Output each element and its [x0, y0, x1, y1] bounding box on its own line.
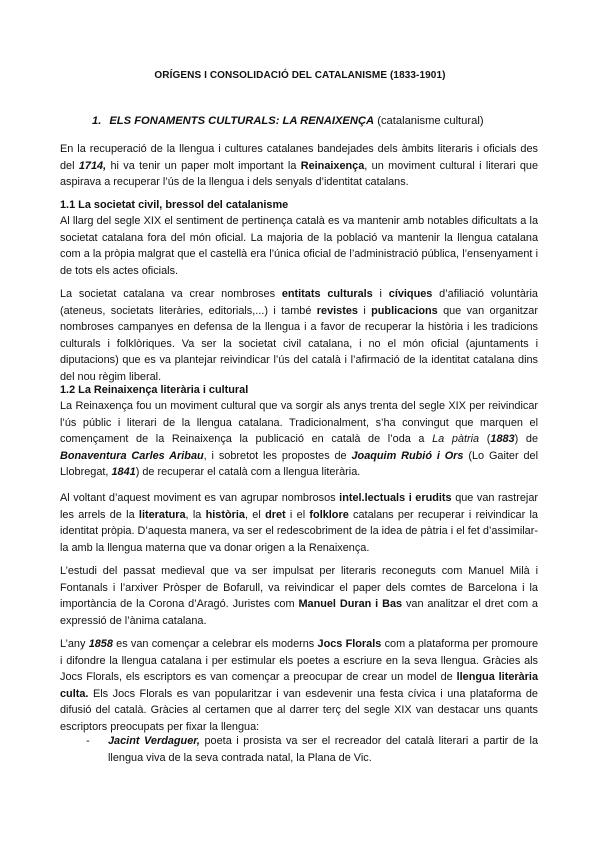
s12-p1-text-g: , i sobretot les propostes de — [203, 449, 352, 462]
subsection-1-2-heading: 1.2 La Reinaixença literària i cultural — [60, 384, 249, 396]
s11-p2-text-g: i — [357, 304, 372, 317]
s12-p2-historia: història — [205, 508, 245, 521]
s12-p4-year-1858: 1858 — [88, 638, 113, 650]
s12-p2-text-c: que van rastrejar les arrels de la — [60, 492, 538, 521]
intro-text-1: En la recuperació de la llengua i cultures catalanes bandejades dels àmbits literaris i oficials des del — [60, 143, 538, 172]
s12-p1-text-k: ) de recuperar el català com a llengua literària. — [135, 466, 361, 479]
s11-p2-bold-civiques: cíviques — [388, 288, 433, 300]
s12-p2-text-i: i el — [285, 508, 310, 521]
s12-p3-duran-bas: Manuel Duran i Bas — [298, 598, 403, 611]
s11-paragraph-2 — [60, 286, 538, 386]
s12-p2-text-e: , la — [185, 508, 206, 521]
s12-p1-text-i: (Lo Gaiter del Llobregat, — [60, 449, 538, 479]
s11-p2-text-c: i — [372, 288, 389, 300]
s12-p1-text-a: La Reinaxença fou un moviment cultural que va sorgir als anys trenta del segle XIX per reivindicar l’ús públic i literari de la llengua catalana. Tradicionalment, s’ha convingut que marquen el començament de la Reinaixença la publicació en català de l’oda a — [60, 400, 538, 446]
intro-paragraph — [60, 141, 538, 191]
bullet-dash: - — [86, 735, 90, 747]
s12-p1-year-1883: 1883 — [490, 433, 515, 446]
s12-p1-text-c: ( — [479, 433, 491, 446]
s12-p1-year-1841: 1841 — [111, 466, 136, 479]
section-number: 1. — [92, 115, 102, 127]
s11-p2-bold-publicacions: publicacions — [371, 304, 438, 317]
intro-year: 1714, — [78, 159, 107, 172]
s12-p3-text-c: van analitzar el dret com a expressió de l’ànima catalana. — [60, 598, 538, 627]
s12-p4-text-g: Els Jocs Florals es van popularitzar i van esdevenir una festa cívica i una plataforma de difusió del català. Gràcies al certamen que al darrer terç del segle XIX van destacar uns quants escriptors preocupats per fixar la llengua: — [60, 687, 538, 733]
s12-p2-folklore: folklore — [309, 508, 349, 521]
intro-text-2: hi va tenir un paper molt important la — [106, 159, 301, 172]
bullet-description: poeta i prosista va ser el recreador del català literari a partir de la llengua viva de la seva contrada natal, la Plana de Vic. — [108, 735, 539, 764]
s12-p4-jocs-florals: Jocs Florals — [317, 638, 382, 650]
s12-p2-intellectuals: intel.lectuals i erudits — [339, 492, 452, 504]
s12-p4-llengua-culta: llengua literària culta. — [60, 671, 538, 700]
bullet-name-verdaguer: Jacint Verdaguer, — [108, 735, 200, 747]
s12-p2-dret: dret — [265, 508, 286, 521]
s12-paragraph-4 — [60, 636, 538, 736]
s12-p3-text-a: L’estudi del passat medieval que va ser impulsat per literaris reconeguts com Manuel Milà i Fontanals i l’arxiver Pròsper de Bofarull, va reivindicar el paper dels comtes de Barcelona i la importància de la Corona d’Aragó. Juristes com — [60, 565, 538, 611]
s11-p2-text-e: d’afiliació voluntària (ateneus, societats literàries, editorials,...) i també — [60, 288, 538, 317]
s11-p2-bold-entitats: entitats culturals — [281, 288, 373, 300]
intro-renaixenca: Reinaixença — [300, 159, 365, 172]
s12-p1-la-patria: La pàtria — [432, 433, 480, 446]
s11-p2-text-a: La societat catalana va crear nombroses — [60, 288, 282, 300]
s12-p4-text-a: L’any — [60, 638, 89, 650]
s12-p2-text-g: , el — [244, 508, 266, 521]
document-title: ORÍGENS I CONSOLIDACIÓ DEL CATALANISME (1833-1901) — [154, 70, 446, 81]
section-1-heading — [92, 115, 484, 127]
subsection-1-1-heading: 1.1 La societat civil, bressol del catalanisme — [60, 199, 289, 211]
s12-p1-rubio: Joaquim Rubió i Ors — [351, 449, 464, 462]
s12-p4-text-e: com a plataforma per promoure i difondre la llengua catalana i per estimular els poetes a escriure en la seva llengua. Gràcies als Jocs Florals, els escriptors es van començar a preocupar de crear un model de — [60, 638, 539, 684]
s12-p1-text-e: ) de — [514, 433, 538, 446]
s12-p1-aribau: Bonaventura Carles Aribau — [60, 449, 204, 462]
s11-p2-text-i: que van organitzar nombroses campanyes en defensa de la llengua i a favor de recuperar la història i les tradicions culturals i folklòriques. Va ser la societat civil catalana, i no el món oficial (ajuntaments i diputacions) que es va plantejar reivindicar l’ús del català i l’afirmació de la identitat catalana dins del nou règim liberal. — [60, 304, 538, 383]
bullet-text — [108, 733, 538, 766]
s11-p2-bold-revistes: revistes — [316, 304, 358, 317]
s12-p2-text-a: Al voltant d’aquest moviment es van agrupar nombrosos — [60, 492, 340, 504]
s12-paragraph-3 — [60, 563, 538, 629]
s11-paragraph-1: Al llarg del segle XIX el sentiment de pertinença català es va mantenir amb notables dificultats a la societat catalana fora del món oficial. La majoria de la població va mantenir la llengua catalana com a la pròpia malgrat que el castellà era l’única oficial de l’administració pública, l’ensenyament i de tots els actes oficials. — [60, 215, 538, 277]
s12-p4-text-c: es van començar a celebrar els moderns — [112, 638, 318, 650]
section-subtitle: (catalanisme cultural) — [377, 115, 484, 127]
s12-paragraph-2 — [60, 490, 538, 556]
s12-paragraph-1 — [60, 398, 538, 481]
section-heading-text: ELS FONAMENTS CULTURALS: LA RENAIXENÇA — [109, 115, 375, 127]
s12-p2-text-k: catalans per recuperar i reivindicar la identitat pròpia. D’aquesta manera, va ser el redescobriment de la idea de pàtria i el fet d’assimilar-la amb la llengua materna que va donar origen a la Renaixença. — [60, 508, 538, 554]
intro-text-3: , un moviment cultural i literari que aspirava a recuperar l’ús de la llengua i dels senyals d’identitat catalans. — [60, 159, 538, 189]
s12-p2-literatura: literatura — [138, 508, 186, 521]
